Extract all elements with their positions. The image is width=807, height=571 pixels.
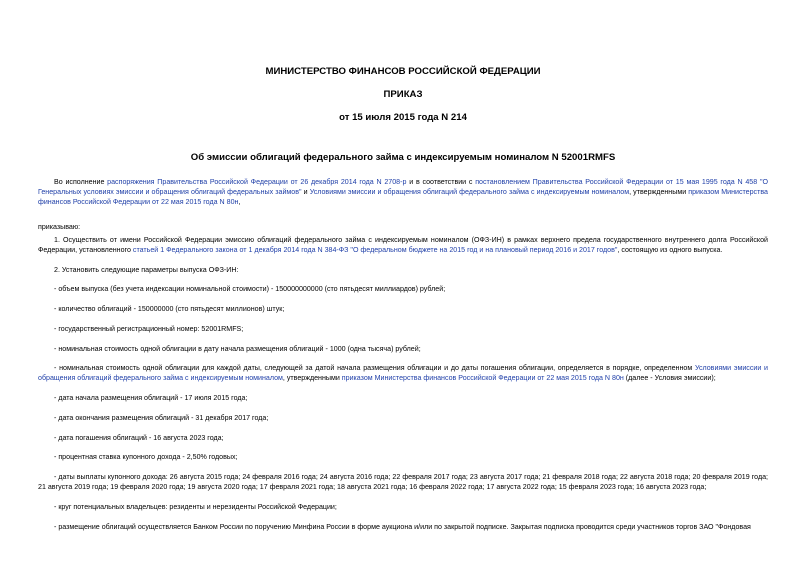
preamble-text: и <box>301 188 310 197</box>
param-maturity: - дата погашения облигаций - 16 августа 2023 года; <box>54 433 224 442</box>
param-start-date: - дата начала размещения облигаций - 17 июля 2015 года; <box>54 394 248 403</box>
param-text: (далее - Условия эмиссии); <box>623 374 716 383</box>
item-2-paragraph: 2. Установить следующие параметры выпуска ОФЗ-ИН: <box>54 265 239 274</box>
link-issue-conditions[interactable]: Условиями эмиссии и обращения облигаций федерального займа с индексируемым номиналом <box>309 188 630 197</box>
param-text: , утвержденными <box>282 374 342 383</box>
param-nominal: - номинальная стоимость одной облигации в дату начала размещения облигаций - 1000 (одна тысяча) рублей; <box>54 344 421 353</box>
document-title: Об эмиссии облигаций федерального займа с индексируемым номиналом N 52001RMFS <box>190 152 616 163</box>
ministry-heading: МИНИСТЕРСТВО ФИНАНСОВ РОССИЙСКОЙ ФЕДЕРАЦИИ <box>265 66 541 77</box>
param-coupon-rate: - процентная ставка купонного дохода - 2,50% годовых; <box>54 453 238 462</box>
param-nominal-each <box>38 363 768 383</box>
date-number-heading: от 15 июля 2015 года N 214 <box>339 112 467 123</box>
item-1-text: , состоящую из одного выпуска. <box>617 246 723 255</box>
param-coupon-dates: - даты выплаты купонного дохода: 26 августа 2015 года; 24 февраля 2016 года; 24 августа 2016 года; 22 февраля 2017 года; 23 августа 2017 года; 21 февраля 2018 года; 22 августа 2018 года; 20 февраля 2019 года; 21 августа 2019 года; 19 февраля 2020 года; 19 августа 2020 года; 17 февраля 2021 года; 18 августа 2021 года; 16 февраля 2022 года; 17 августа 2022 года; 15 февраля 2023 года; 16 августа 2023 года; <box>38 472 768 492</box>
link-resolution-458[interactable]: постановлением Правительства Российской Федерации от 15 мая 1995 года N 458 "О Генеральных условиях эмиссии и обращения облигаций федеральных займов" <box>38 178 768 197</box>
doc-type-heading: ПРИКАЗ <box>383 89 423 100</box>
item-1-paragraph <box>38 235 768 255</box>
link-decree-2708[interactable]: распоряжения Правительства Российской Федерации от 26 декабря 2014 года N 2708-р <box>107 178 407 186</box>
param-quantity: - количество облигаций - 150000000 (сто пятьдесят миллионов) штук; <box>54 305 285 314</box>
preamble-text: и в соответствии с <box>406 178 476 186</box>
preamble-text: , утвержденными <box>629 188 689 197</box>
param-holders: - круг потенциальных владельцев: резиденты и нерезиденты Российской Федерации; <box>54 502 337 511</box>
link-order-80n[interactable]: приказом Министерства финансов Российской Федерации от 22 мая 2015 года N 80н <box>38 188 768 207</box>
preamble-text: Во исполнение <box>54 178 108 186</box>
document-page <box>38 66 768 532</box>
link-federal-law-384[interactable]: статьей 1 Федерального закона от 1 декабря 2014 года N 384-ФЗ "О федеральном бюджете на 2015 год и на плановый период 2016 и 2017 годов" <box>132 246 618 255</box>
param-placement: - размещение облигаций осуществляется Банком России по поручению Минфина России в форме аукциона и/или по закрытой подписке. Закрытая подписка проводится среди участников торгов ЗАО "Фондовая <box>54 522 751 531</box>
document-body <box>38 177 768 532</box>
preamble-paragraph <box>38 177 768 208</box>
param-volume: - объем выпуска (без учета индексации номинальной стоимости) - 150000000000 (сто пятьдесят миллиардов) рублей; <box>54 285 446 294</box>
item-1-text: 1. Осуществить от имени Российской Федерации эмиссию облигаций федерального займа с индексируемым номиналом (ОФЗ-ИН) в рамках верхнего предела государственного внутреннего долга Российской Федерации, установленного <box>38 235 768 255</box>
link-order-80n-2[interactable]: приказом Министерства финансов Российской Федерации от 22 мая 2015 года N 80н <box>341 374 624 383</box>
orders-line: приказываю: <box>38 222 81 231</box>
param-reg-number: - государственный регистрационный номер: 52001RMFS; <box>54 324 244 333</box>
param-text: - номинальная стоимость одной облигации для каждой даты, следующей за датой начала размещения облигации и до даты погашения облигации, определяется в порядке, определенном <box>54 364 695 373</box>
preamble-text: , <box>238 198 241 207</box>
param-end-date: - дата окончания размещения облигаций - 31 декабря 2017 года; <box>54 413 269 422</box>
link-issue-conditions-2[interactable]: Условиями эмиссии и обращения облигаций федерального займа с индексируемым номиналом <box>38 364 768 383</box>
